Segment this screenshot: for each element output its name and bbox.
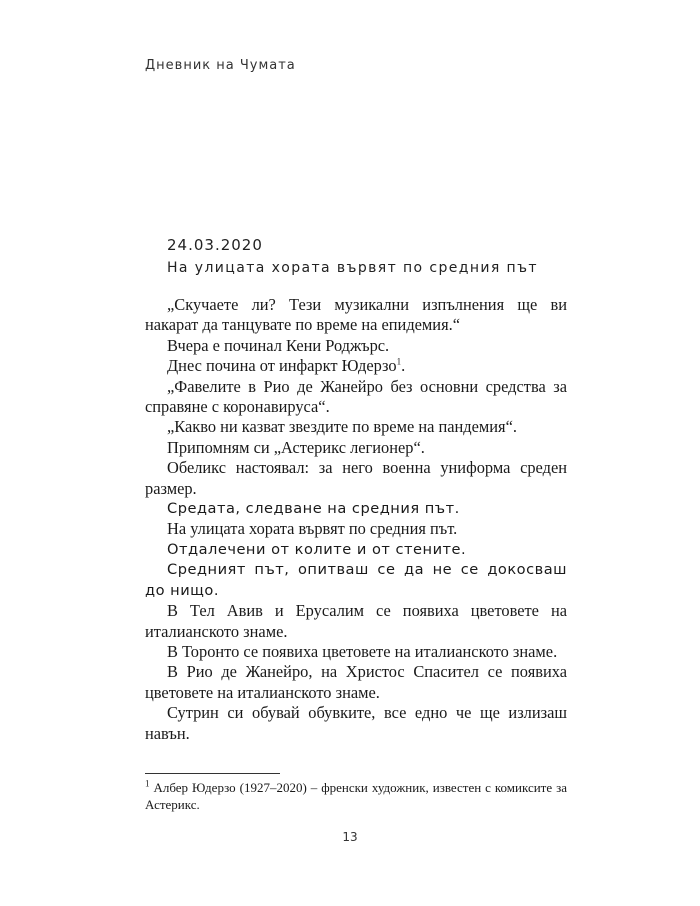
paragraph-8: Средата, следване на средния път. <box>167 500 460 518</box>
footnote-marker: 1 <box>145 778 150 789</box>
page-number: 13 <box>342 830 358 844</box>
entry-title: На улицата хората вървят по средния път <box>167 260 538 276</box>
running-header: Дневник на Чумата <box>145 58 296 73</box>
paragraph-10: Отдалечени от колите и от стените. <box>167 540 467 558</box>
footnote-text: Албер Юдерзо (1927–2020) – френски художник, известен с комиксите за Астерикс. <box>145 780 567 812</box>
paragraph-4: „Фавелите в Рио де Жанейро без основни средства за справяне с коронавируса“. <box>145 376 567 417</box>
paragraph-5: „Какво ни казват звездите по време на пандемия“. <box>167 417 517 437</box>
diary-body <box>145 295 567 744</box>
paragraph-3-text: Днес почина от инфаркт Юдерзо <box>167 356 397 376</box>
paragraph-9: На улицата хората вървят по средния път. <box>167 519 458 539</box>
paragraph-2: Вчера е починал Кени Роджърс. <box>167 335 390 355</box>
paragraph-14: В Рио де Жанейро, на Христос Спасител се появиха цветовете на италианското знаме. <box>145 662 567 702</box>
paragraph-6: Припомням си „Астерикс легионер“. <box>167 437 425 457</box>
paragraph-7: Обеликс настоявал: за него военна униформа среден размер. <box>145 458 567 498</box>
entry-date: 24.03.2020 <box>167 236 263 254</box>
paragraph-1: „Скучаете ли? Тези музикални изпълнения ще ви накарат да танцувате по време на епидемия.“ <box>145 295 567 335</box>
paragraph-11: Средният път, опитваш се да не се докосваш до нищо. <box>145 561 567 599</box>
paragraph-3: Днес почина от инфаркт Юдерзо$^1$. <box>167 356 406 376</box>
footnote-rule <box>145 773 280 774</box>
footnote <box>145 779 567 813</box>
paragraph-13: В Торонто се появиха цветовете на италианското знаме. <box>167 641 558 661</box>
paragraph-12: В Тел Авив и Ерусалим се появиха цветовете на италианското знаме. <box>145 601 567 641</box>
paragraph-15: Сутрин си обувай обувките, все едно че ще излизаш навън. <box>145 703 567 743</box>
footnote-reference: 1 <box>396 356 402 367</box>
